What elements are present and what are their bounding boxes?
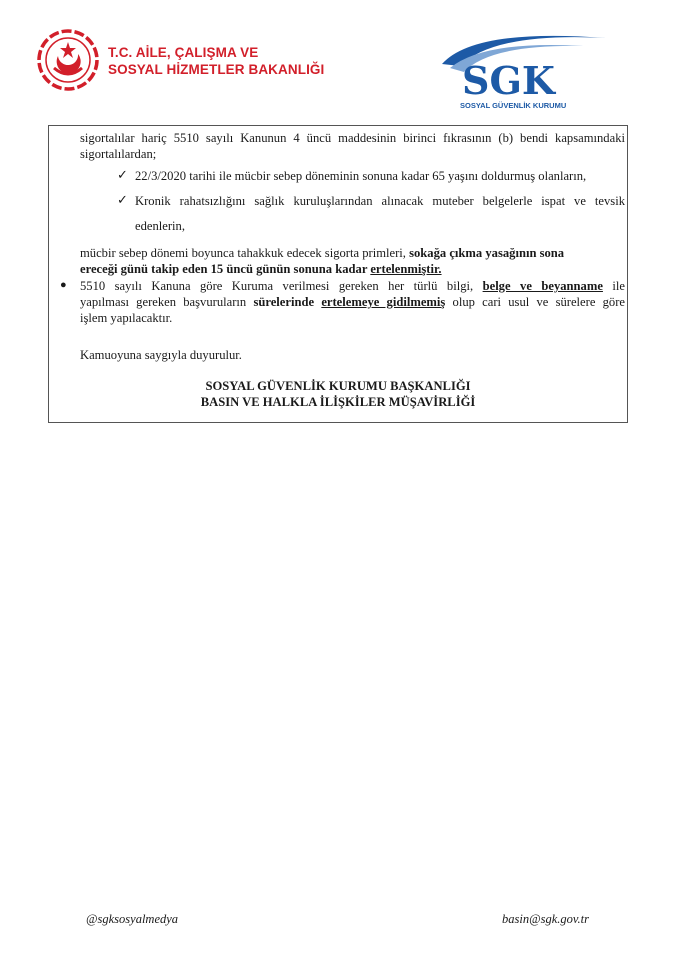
bullet-text: yapılması gereken başvuruların — [80, 295, 254, 309]
bullet-icon: ● — [60, 279, 67, 291]
bullet-underlined: ertelemeye gidilmemiş — [321, 295, 446, 309]
paragraph-2-line2 — [80, 261, 625, 277]
bullet-text: 5510 sayılı Kanuna göre Kuruma verilmesi gereken her türlü bilgi, — [80, 279, 483, 293]
footer-social-handle: @sgksosyalmedya — [86, 912, 179, 926]
signature-line1: SOSYAL GÜVENLİK KURUMU BAŞKANLIĞI — [205, 379, 471, 393]
paragraph-2-line1 — [80, 245, 625, 261]
ministry-crescent-star-logo-icon — [36, 28, 100, 92]
ministry-name — [108, 44, 324, 78]
sgk-full-name: SOSYAL GÜVENLİK KURUMU — [460, 101, 567, 110]
bullet-bold: sürelerinde — [253, 295, 315, 309]
ministry-name-line1: T.C. AİLE, ÇALIŞMA VE — [108, 45, 259, 60]
paragraph-2-bold: sokağa çıkma yasağının sona — [409, 246, 565, 260]
paragraph-2-bold: ereceği günü takip eden 15 üncü günün sonuna kadar — [80, 262, 371, 276]
paragraph-2-text: mücbir sebep dönemi boyunca tahakkuk edecek sigorta primleri, — [80, 246, 410, 260]
announcement-box — [48, 125, 628, 423]
bullet-line3: işlem yapılacaktır. — [80, 311, 173, 325]
bullet-line2 — [80, 294, 625, 310]
signature-line2: BASIN VE HALKLA İLİŞKİLER MÜŞAVİRLİĞİ — [200, 395, 476, 409]
bullet-line1 — [80, 278, 625, 294]
intro-line2: sigortalılardan; — [80, 147, 157, 161]
bullet-text: ile — [602, 279, 625, 293]
check-icon: ✓ — [117, 192, 128, 207]
closing-text: Kamuoyuna saygıyla duyurulur. — [80, 348, 242, 362]
page-header — [0, 0, 678, 120]
footer-email: basin@sgk.gov.tr — [502, 912, 589, 926]
bullet-underlined: belge ve beyanname — [482, 279, 603, 293]
check-icon: ✓ — [117, 167, 128, 182]
check-item-2-line1: Kronik rahatsızlığını sağlık kuruluşlarından alınacak muteber belgelerle ispat ve tevsik — [135, 194, 625, 208]
check-item-2-line2: edenlerin, — [135, 219, 185, 233]
sgk-logo — [434, 26, 614, 116]
bullet-text: olup cari usul ve sürelere göre — [445, 295, 626, 309]
paragraph-2-underlined: ertelenmiştir. — [370, 262, 442, 276]
ministry-name-line2: SOSYAL HİZMETLER BAKANLIĞI — [108, 62, 325, 77]
intro-line1: sigortalılar hariç 5510 sayılı Kanunun 4 üncü maddesinin birinci fıkrasının (b) bendi kapsamındaki — [80, 131, 625, 145]
check-item-1: 22/3/2020 tarihi ile mücbir sebep döneminin sonuna kadar 65 yaşını doldurmuş olanların, — [135, 169, 587, 183]
sgk-abbreviation: SGK — [462, 58, 555, 103]
